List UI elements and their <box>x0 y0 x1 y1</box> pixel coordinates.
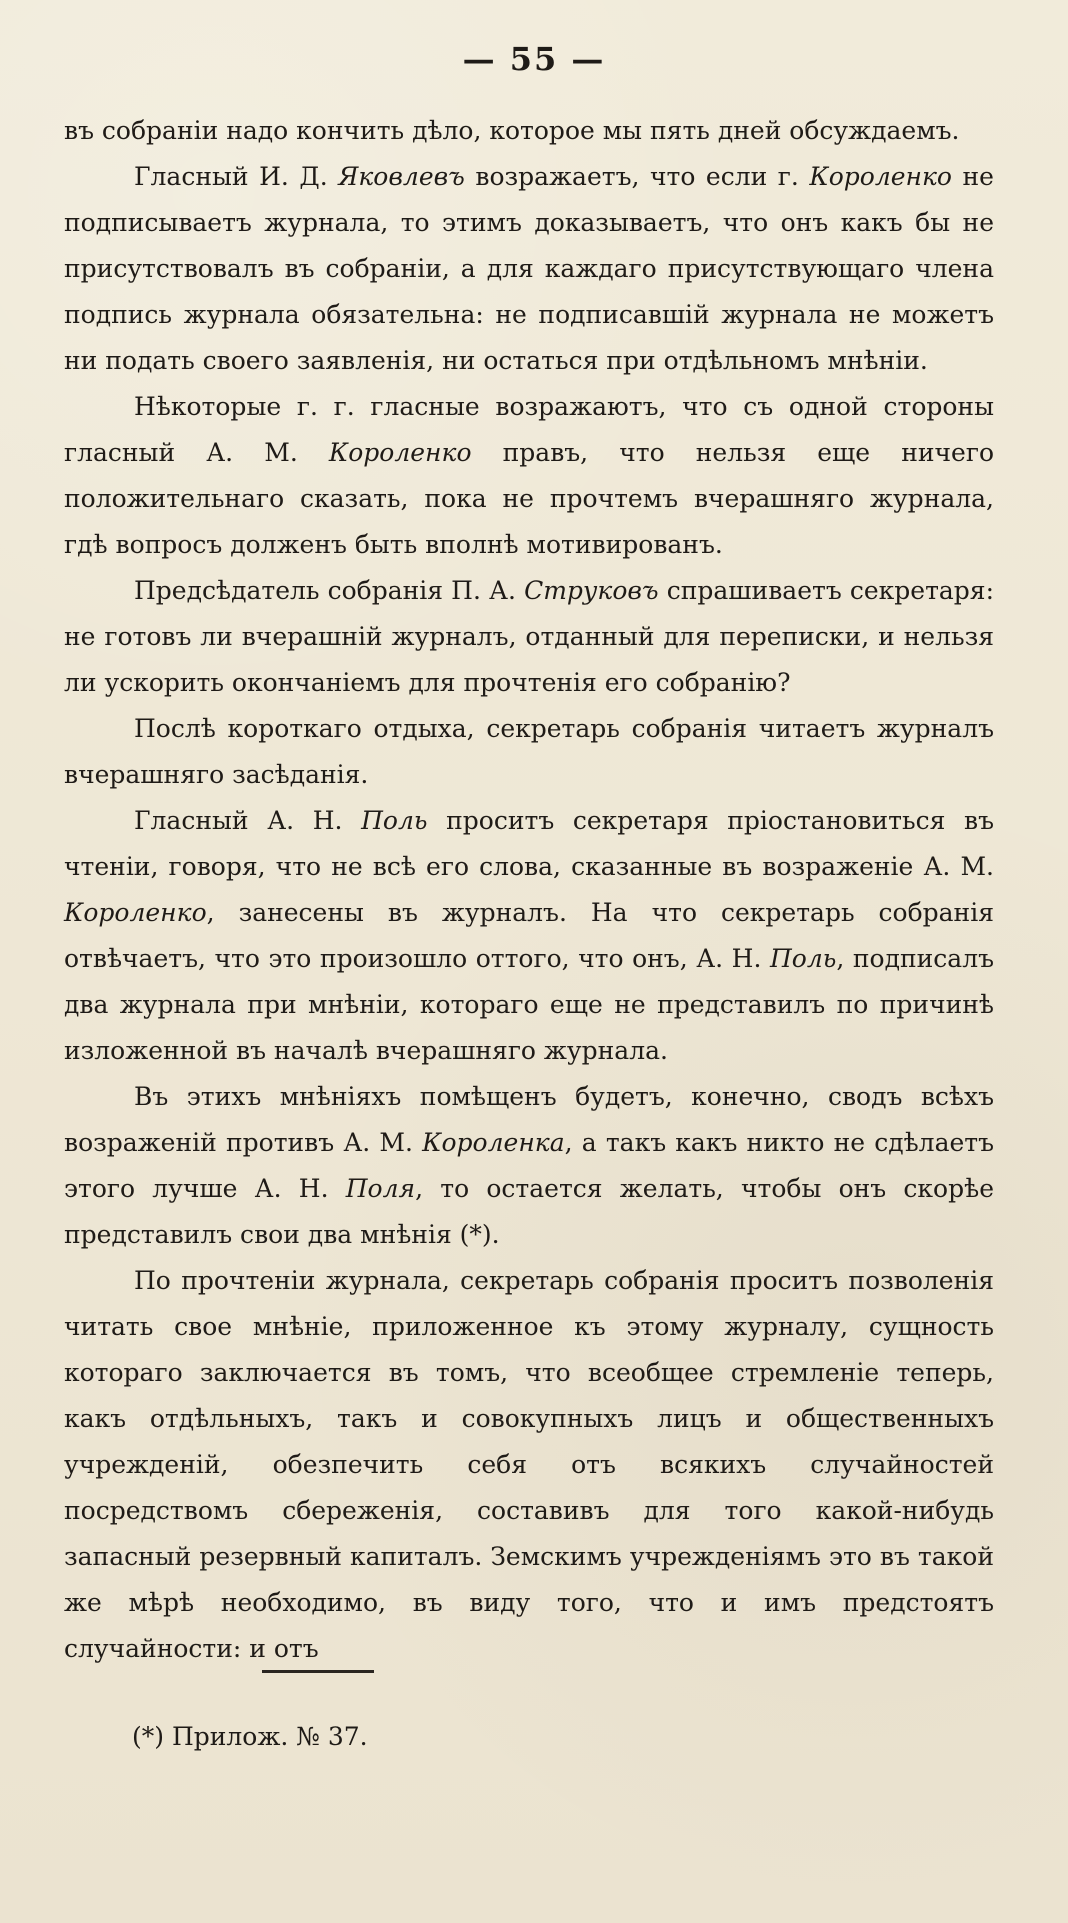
paragraph-1 <box>64 108 994 154</box>
paragraph-text: , занесены въ журналъ. На что секретарь собранія отвѣчаетъ, что это произошло оттого, что онъ, А. Н. <box>64 898 994 973</box>
paragraph-text: Въ этихъ мнѣніяхъ помѣщенъ будетъ, конечно, сводъ всѣхъ возраженій противъ А. М. <box>64 1082 994 1157</box>
paragraph-text: Гласный И. Д. <box>134 162 339 191</box>
paragraph-text: По прочтеніи журнала, секретарь собранія проситъ позволенія читать свое мнѣніе, приложенное къ этому журналу, сущность котораго заключается въ томъ, что всеобщее стремленіе теперь, какъ отдѣльныхъ, такъ и совокупныхъ лицъ и общественныхъ учрежденій, обезпечить себя отъ всякихъ случайностей посредствомъ сбереженія, составивъ для того какой-нибудь запасный резервный капиталъ. Земскимъ учрежденіямъ это въ такой же мѣрѣ необходимо, въ виду того, что и имъ предстоятъ случайности: и отъ <box>64 1266 994 1663</box>
person-name: Короленко <box>328 438 472 467</box>
paragraph-text: Предсѣдатель собранія П. А. <box>134 576 525 605</box>
paragraph-text: правъ, что нельзя еще ничего положительнаго сказать, пока не прочтемъ вчерашняго журнала, гдѣ вопросъ долженъ быть вполнѣ мотивированъ. <box>64 438 994 559</box>
paragraph-4 <box>64 568 994 706</box>
paragraph-2 <box>64 154 994 384</box>
paragraph-6 <box>64 798 994 1074</box>
paragraph-text: возражаетъ, что если г. <box>464 162 810 191</box>
person-name: Яковлевъ <box>338 162 465 191</box>
paragraph-text: не подписываетъ журнала, то этимъ доказываетъ, что онъ какъ бы не присутствовалъ въ собраніи, а для каждаго присутствующаго члена подпись журнала обязательна: не подписавшій журнала не можетъ ни подать своего заявленія, ни остаться при отдѣльномъ мнѣніи. <box>64 162 994 375</box>
paragraph-text: проситъ секретаря пріостановиться въ чтеніи, говоря, что не всѣ его слова, сказанные въ возраженіе А. М. <box>64 806 994 881</box>
person-name: Поль <box>769 944 837 973</box>
page-number: — 55 — <box>462 40 606 78</box>
paragraph-text: спрашиваетъ секретаря: не готовъ ли вчерашній журналъ, отданный для переписки, и нельзя ли ускорить окончаніемъ для прочтенія его собранію? <box>64 576 994 697</box>
paragraph-5 <box>64 706 994 798</box>
paragraph-text: , а такъ какъ никто не сдѣлаетъ этого лучше А. Н. <box>64 1128 995 1203</box>
person-name: Короленко <box>64 898 207 927</box>
person-name: Короленка <box>422 1128 565 1157</box>
person-name: Поля <box>345 1174 416 1203</box>
paragraph-text: , подписалъ два журнала при мнѣніи, котораго еще не представилъ по причинѣ изложенной въ началѣ вчерашняго журнала. <box>64 944 994 1065</box>
footnote-divider <box>262 1670 374 1673</box>
paragraph-8 <box>64 1258 994 1672</box>
document-body <box>64 108 994 1672</box>
footnote: (*) Прилож. № 37. <box>132 1722 368 1751</box>
paragraph-3 <box>64 384 994 568</box>
paragraph-text: Гласный А. Н. <box>134 806 362 835</box>
paragraph-text: , то остается желать, чтобы онъ скорѣе представилъ свои два мнѣнія (*). <box>64 1174 994 1249</box>
paragraph-text: въ собраніи надо кончить дѣло, которое мы пять дней обсуждаемъ. <box>64 116 960 145</box>
paragraph-text: Послѣ короткаго отдыха, секретарь собранія читаетъ журналъ вчерашняго засѣданія. <box>64 714 994 789</box>
paragraph-text: Нѣкоторые г. г. гласные возражаютъ, что съ одной стороны гласный А. М. <box>64 392 994 467</box>
person-name: Короленко <box>809 162 952 191</box>
person-name: Поль <box>361 806 428 835</box>
paragraph-7 <box>64 1074 994 1258</box>
person-name: Струковъ <box>524 576 659 605</box>
